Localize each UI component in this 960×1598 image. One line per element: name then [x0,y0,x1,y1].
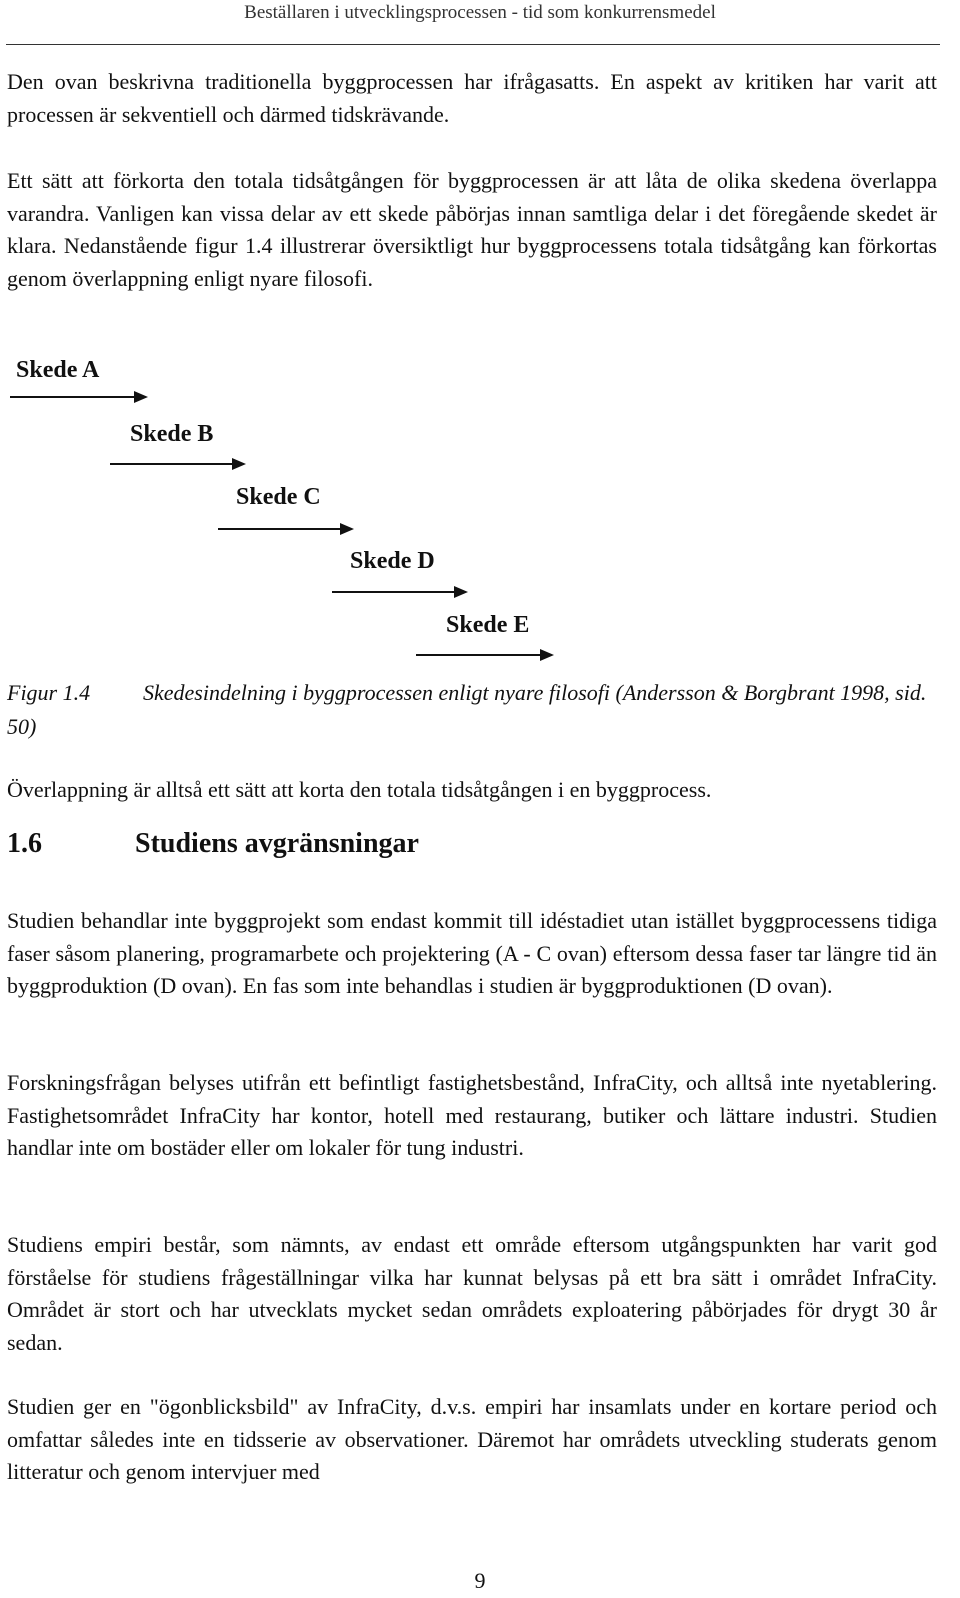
stage-arrow-b [110,458,250,470]
stage-label-c: Skede C [236,484,321,510]
running-title: Beställaren i utvecklingsprocessen - tid som konkurrensmedel [244,2,716,23]
stage-label-d: Skede D [350,548,435,574]
paragraph-4: Studien behandlar inte byggprojekt som endast kommit till idéstadiet utan istället byggprocessens tidiga faser såsom planering, programarbete och projektering (A - C ovan) eftersom dessa faser tar längre tid än byggproduktion (D ovan). En fas som inte behandlas i studien är byggproduktionen (D ovan). [7,908,937,998]
page-number: 9 [474,1568,486,1593]
stage-arrow-d [332,586,472,598]
paragraph-6: Studiens empiri består, som nämnts, av endast ett område eftersom utgångspunkten har varit god förståelse för studiens frågeställningar vilka har kunnat belysas på ett bra sätt i området InfraCity. Området är stort och har utvecklats mycket sedan områdets exploatering påbörjades för drygt 30 år sedan. [7,1232,937,1355]
section-heading [7,828,419,860]
stage-arrow-a [10,391,150,403]
stage-label-e: Skede E [446,612,530,638]
figure-caption-text: Skedesindelning i byggprocessen enligt nyare filosofi (Andersson & Borgbrant 1998, sid. 50) [7,680,927,739]
stage-arrow-c [218,523,358,535]
stage-label-a: Skede A [16,357,100,383]
stage-arrow-e [416,649,558,661]
paragraph-5: Forskningsfrågan belyses utifrån ett befintligt fastighetsbestånd, InfraCity, och alltså inte nyetablering. Fastighetsområdet InfraCity har kontor, hotell med restaurang, butiker och lättare industri. Studien handlar inte om bostäder eller om lokaler för tung industri. [7,1070,937,1160]
paragraph-7: Studien ger en "ögonblicksbild" av InfraCity, d.v.s. empiri har insamlats under en kortare period och omfattar således inte en tidsserie av observationer. Däremot har områdets utveckling studerats genom litteratur och genom intervjuer med [7,1394,937,1484]
paragraph-1: Den ovan beskrivna traditionella byggprocessen har ifrågasatts. En aspekt av kritiken har varit att processen är sekventiell och därmed tidskrävande. [7,69,937,127]
running-header [0,0,960,40]
paragraph-2: Ett sätt att förkorta den totala tidsåtgången för byggprocessen är att låta de olika skedena överlappa varandra. Vanligen kan vissa delar av ett skede påbörjas innan samtliga delar i det föregående skedet är klara. Nedanstående figur 1.4 illustrerar översiktligt hur byggprocessens totala tidsåtgång kan förkortas genom överlappning enligt nyare filosofi. [7,168,937,291]
figure-caption [7,676,937,744]
section-number: 1.6 [7,828,42,859]
stage-overlap-diagram [0,355,960,675]
paragraph-3: Överlappning är alltså ett sätt att korta den totala tidsåtgången i en byggprocess. [7,777,712,802]
header-divider [6,44,940,45]
section-title: Studiens avgränsningar [135,828,419,859]
stage-label-b: Skede B [130,421,214,447]
figure-caption-number: Figur 1.4 [7,680,91,705]
